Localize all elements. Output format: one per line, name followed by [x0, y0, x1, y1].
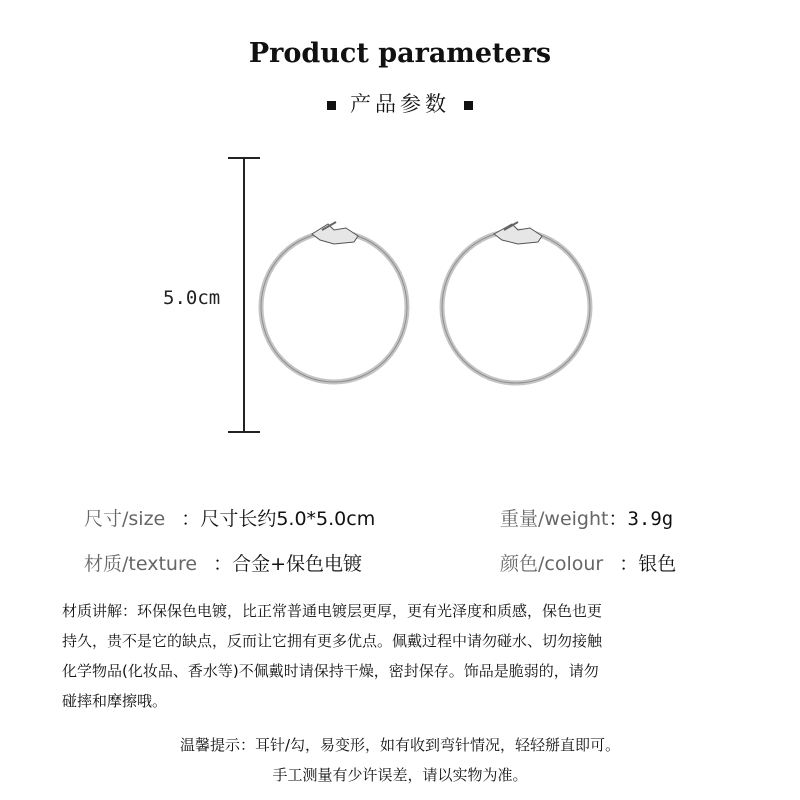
subtitle-text: 产品参数 — [350, 92, 450, 116]
weight-sep: ： — [608, 508, 628, 530]
square-bullet-left — [327, 101, 336, 110]
material-description — [62, 596, 752, 716]
param-texture — [84, 549, 362, 576]
right-hoop — [442, 222, 590, 383]
hoop-earrings-image — [250, 210, 620, 390]
texture-sep: ： — [213, 553, 233, 575]
tip-note: 温馨提示：耳针/勾，易变形，如有收到弯针情况，轻轻掰直即可。 — [179, 736, 621, 754]
description-line: 碰摔和摩擦哦。 — [62, 692, 168, 710]
size-value: 尺寸长约5.0*5.0cm — [200, 508, 376, 530]
colour-label: 颜色/colour — [500, 553, 604, 575]
param-weight — [500, 504, 673, 531]
param-colour — [500, 549, 676, 576]
description-line: 化学物品(化妆品、香水等)不佩戴时请保持干燥，密封保存。饰品是脆弱的，请勿 — [62, 662, 599, 680]
size-label: 尺寸/size — [84, 508, 166, 530]
page-title: Product parameters — [248, 38, 552, 69]
ruler-bottom-tick — [228, 431, 260, 433]
size-sep: ： — [181, 508, 201, 530]
description-line: 持久，贵不是它的缺点，反而让它拥有更多优点。佩戴过程中请勿碰水、切勿接触 — [62, 632, 603, 650]
ruler-line — [243, 158, 245, 432]
measure-note: 手工测量有少许误差，请以实物为准。 — [272, 766, 528, 784]
texture-label: 材质/texture — [84, 553, 198, 575]
page-subtitle — [0, 88, 800, 118]
description-line: 材质讲解：环保保色电镀，比正常普通电镀层更厚，更有光泽度和质感，保色也更 — [62, 602, 603, 620]
weight-value: 3.9g — [627, 508, 674, 530]
left-hoop — [261, 222, 407, 382]
texture-value: 合金+保色电镀 — [232, 553, 363, 575]
param-size — [84, 504, 375, 531]
weight-label: 重量/weight — [500, 508, 609, 530]
colour-value: 银色 — [638, 553, 677, 575]
dimension-label: 5.0cm — [163, 287, 221, 309]
square-bullet-right — [464, 101, 473, 110]
colour-sep: ： — [619, 553, 639, 575]
